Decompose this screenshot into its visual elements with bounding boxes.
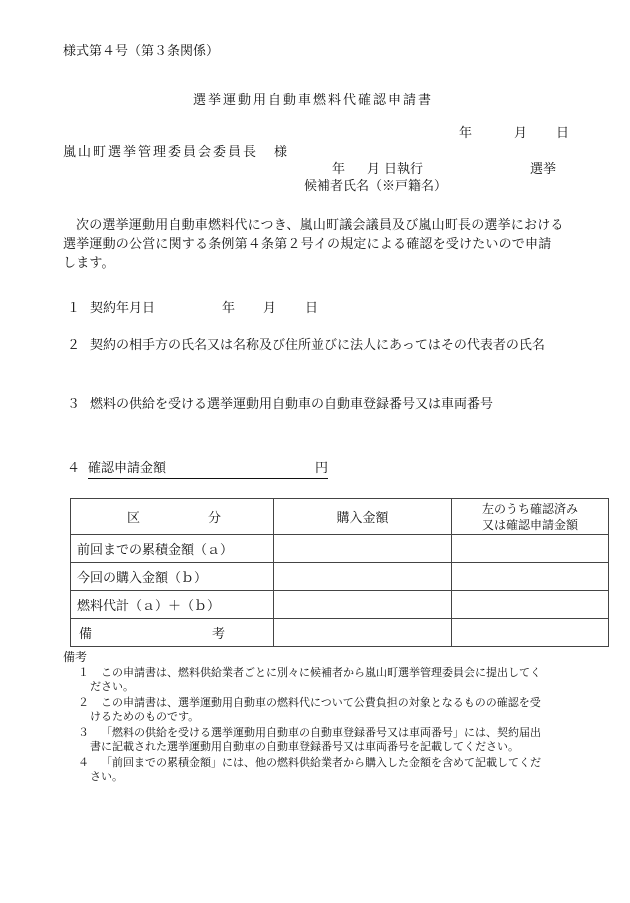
table-row xyxy=(71,591,609,619)
note-4-line-2: さい。 xyxy=(90,770,123,783)
remarks-label-b: 考 xyxy=(211,627,225,642)
note-1-line-1: この申請書は、燃料供給業者ごとに別々に候補者から嵐山町選挙管理委員会に提出してく xyxy=(101,666,541,679)
form-label: 様式第４号（第３条関係） xyxy=(63,44,220,59)
addressee-name: 嵐山町選挙管理委員会委員長 xyxy=(63,145,259,160)
election-year: 年 xyxy=(332,162,346,177)
row-label: 今回の購入金額（ｂ） xyxy=(71,563,274,591)
purchase-amount-cell[interactable] xyxy=(274,563,452,591)
note-2-number: ２ xyxy=(78,696,89,709)
confirmed-amount-cell[interactable] xyxy=(452,591,609,619)
item-3-label: 燃料の供給を受ける選挙運動用自動車の自動車登録番号又は車両番号 xyxy=(90,397,494,412)
confirmed-amount-cell[interactable] xyxy=(452,535,609,563)
note-2-line-2: けるためのものです。 xyxy=(90,710,200,723)
row-label: 燃料代計（ａ）＋（ｂ） xyxy=(71,591,274,619)
candidate-label: 候補者氏名（※戸籍名） xyxy=(304,179,448,194)
confirmed-amount-cell[interactable] xyxy=(452,563,609,591)
purchase-amount-cell[interactable] xyxy=(274,591,452,619)
item-4-number: ４ xyxy=(67,461,81,476)
purchase-amount-cell[interactable] xyxy=(274,535,452,563)
header-category-a: 区 xyxy=(127,511,141,526)
item-1-label: 契約年月日 xyxy=(90,301,156,316)
remarks-label-cell xyxy=(71,619,274,647)
election-label: 選挙 xyxy=(530,162,557,177)
note-1-line-2: ださい。 xyxy=(90,680,134,693)
notes-heading: 備考 xyxy=(63,650,88,664)
election-month: 月 xyxy=(367,162,381,177)
row-label: 前回までの累積金額（ａ） xyxy=(71,535,274,563)
note-3-number: ３ xyxy=(78,726,89,739)
header-confirmed-line-2: 又は確認申請金額 xyxy=(481,517,578,532)
table-header-row xyxy=(71,499,609,535)
date-day: 日 xyxy=(556,126,570,141)
date-year: 年 xyxy=(459,126,473,141)
header-confirmed-amount xyxy=(452,499,609,535)
remarks-cell-2[interactable] xyxy=(452,619,609,647)
header-confirmed-line-1: 左のうち確認済み xyxy=(481,501,578,516)
intro-line-1: 次の選挙運動用自動車燃料代につき、嵐山町議会議員及び嵐山町長の選挙における xyxy=(76,218,564,233)
item-4-label: 確認申請金額 xyxy=(88,461,167,476)
table-row-remarks xyxy=(71,619,609,647)
item-2-number: ２ xyxy=(67,338,81,353)
item-1-day: 日 xyxy=(305,301,319,316)
remarks-cell[interactable] xyxy=(274,619,452,647)
header-category-b: 分 xyxy=(207,511,221,526)
note-1-number: １ xyxy=(78,666,89,679)
note-3-line-2: 書に記載された選挙運動用自動車の自動車登録番号又は車両番号を記載してください。 xyxy=(90,740,519,753)
item-4-unit: 円 xyxy=(314,461,328,476)
remarks-label-a: 備 xyxy=(79,627,93,642)
item-1-year: 年 xyxy=(222,301,236,316)
header-category xyxy=(71,499,274,535)
amount-table xyxy=(70,498,609,647)
election-held: 日執行 xyxy=(384,162,424,177)
note-4-line-1: 「前回までの累積金額」には、他の燃料供給業者から購入した金額を含めて記載してくだ xyxy=(101,756,541,769)
table-row xyxy=(71,563,609,591)
intro-line-3: します。 xyxy=(63,256,115,271)
intro-line-2: 選挙運動の公営に関する条例第４条第２号イの規定による確認を受けたいので申請 xyxy=(63,237,552,252)
date-month: 月 xyxy=(514,126,528,141)
note-4-number: ４ xyxy=(78,756,89,769)
table-row xyxy=(71,535,609,563)
header-purchase-amount: 購入金額 xyxy=(274,499,452,535)
note-3-line-1: 「燃料の供給を受ける選挙運動用自動車の自動車登録番号又は車両番号」には、契約届出 xyxy=(101,726,541,739)
item-3-number: ３ xyxy=(67,397,81,412)
item-2-label: 契約の相手方の氏名又は名称及び住所並びに法人にあってはその代表者の氏名 xyxy=(90,338,545,353)
item-1-month: 月 xyxy=(263,301,277,316)
page-title: 選挙運動用自動車燃料代確認申請書 xyxy=(193,93,434,108)
application-amount-line xyxy=(88,461,328,479)
addressee-honorific: 様 xyxy=(274,145,288,160)
item-1-number: １ xyxy=(67,301,81,316)
note-2-line-1: この申請書は、選挙運動用自動車の燃料代について公費負担の対象となるものの確認を受 xyxy=(101,696,541,709)
